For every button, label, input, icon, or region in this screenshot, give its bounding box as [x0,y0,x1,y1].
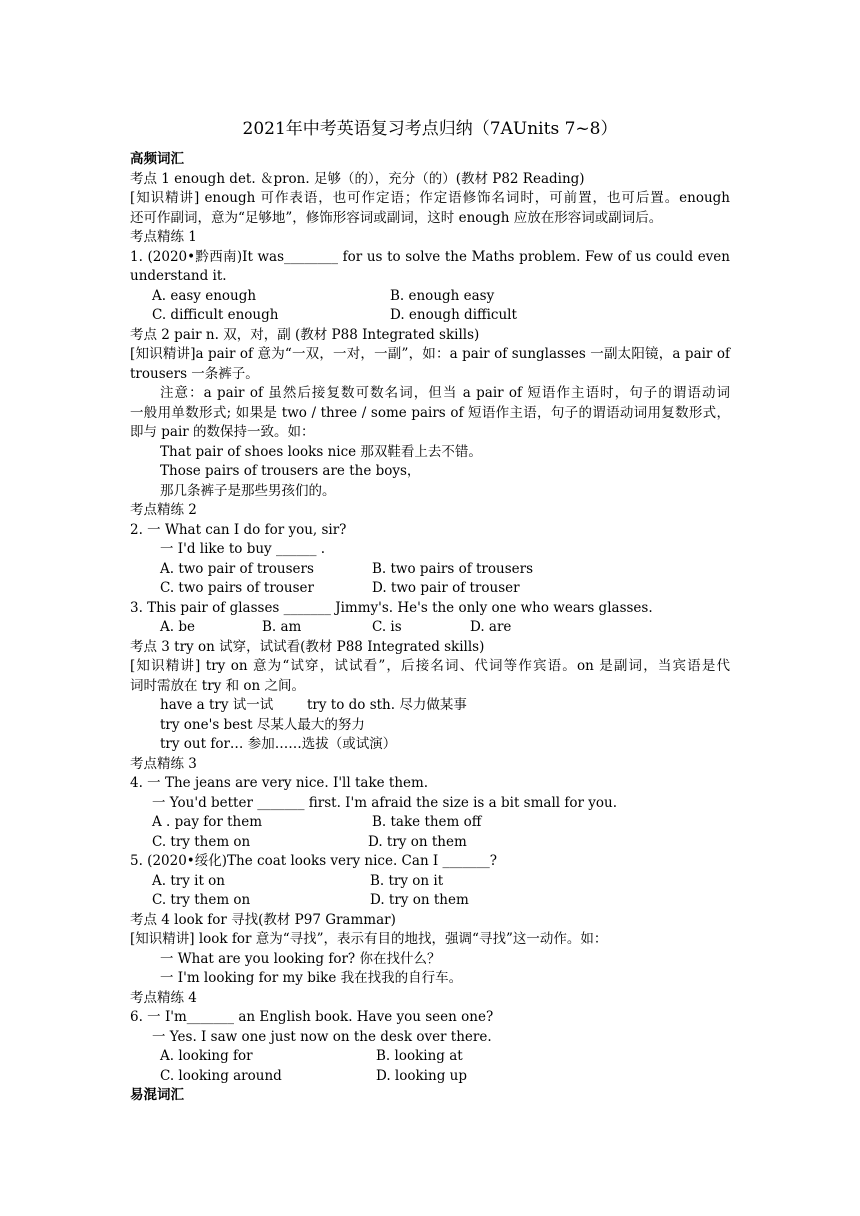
phrase-line: try one's best 尽某人最大的努力 [160,717,365,733]
question-line: 4. 一 The jeans are very nice. I'll take them. [130,775,429,791]
practice-heading: 考点精练 4 [130,990,197,1006]
option: C. looking around [160,1068,282,1084]
point-heading: 考点 1 enough det. ＆pron. 足够（的），充分（的）(教材 P82 Reading) [130,171,585,187]
phrase-line: have a try 试一试 [160,697,274,713]
note-line: 即与 pair 的数保持一致。如： [130,424,315,440]
option: A. be [160,619,195,635]
explanation-line: [知识精讲]a pair of 意为“一双，一对，一副”，如：a pair of sunglasses 一副太阳镜，a pair of [130,346,730,362]
phrase-line: try to do sth. 尽力做某事 [307,697,467,713]
option: C. is [372,619,402,635]
option: C. difficult enough [152,307,279,323]
note-line: 一般用单数形式; 如果是 two / three / some pairs of 短语作主语，句子的谓语动词用复数形式， [130,405,730,421]
example-line: 一 What are you looking for? 你在找什么？ [160,951,441,967]
option: A. looking for [160,1048,253,1064]
option: B. am [262,619,302,635]
explanation-line: [知识精讲] look for 意为“寻找”，表示有目的地找，强调“寻找”这一动作。如： [130,931,608,947]
practice-heading: 考点精练 3 [130,756,197,772]
option: A. try it on [152,873,225,889]
example-line: Those pairs of trousers are the boys， [160,463,421,479]
option: C. try them on [152,834,251,850]
section-heading: 易混词汇 [130,1087,184,1103]
option: B. try on it [370,873,444,889]
option: A . pay for them [152,814,263,830]
question-line: understand it. [130,268,227,284]
explanation-line: 词时需放在 try 和 on 之间。 [130,678,305,694]
option: B. looking at [376,1048,463,1064]
section-heading: 高频词汇 [130,151,184,167]
option: D. try on them [368,834,467,850]
option: D. two pair of trouser [372,580,520,596]
note-line: 注意：a pair of 虽然后接复数可数名词，但当 a pair of 短语作主语时，句子的谓语动词 [160,385,730,401]
example-line: 一 I'm looking for my bike 我在找我的自行车。 [160,970,463,986]
explanation-line: [知识精讲] enough 可作表语，也可作定语；作定语修饰名词时，可前置，也可后置。enough [130,190,730,206]
option: D. enough difficult [390,307,517,323]
option: A. easy enough [152,288,257,304]
point-heading: 考点 3 try on 试穿，试试看(教材 P88 Integrated skills) [130,639,485,655]
point-heading: 考点 2 pair n. 双，对，副 (教材 P88 Integrated skills) [130,327,480,343]
phrase-line: try out for… 参加……选拔（或试演） [160,736,397,752]
question-line: 1. (2020•黔西南)It was________ for us to solve the Maths problem. Few of us could even [130,249,730,265]
question-line: 一 Yes. I saw one just now on the desk over there. [152,1029,492,1045]
question-line: 6. 一 I'm_______ an English book. Have you seen one? [130,1009,494,1025]
explanation-line: 还可作副词，意为“足够地”，修饰形容词或副词，这时 enough 应放在形容词或副词后。 [130,210,663,226]
option: A. two pair of trousers [160,561,314,577]
example-line: 那几条裤子是那些男孩们的。 [160,483,336,499]
question-line: 2. 一 What can I do for you, sir? [130,522,347,538]
question-line: 一 I'd like to buy ______ . [160,541,326,557]
option: B. take them off [372,814,482,830]
question-line: 一 You'd better _______ first. I'm afraid the size is a bit small for you. [152,795,617,811]
option: D. are [470,619,512,635]
option: B. enough easy [390,288,495,304]
explanation-line: [知识精讲] try on 意为“试穿，试试看”，后接名词、代词等作宾语。on 是副词，当宾语是代 [130,658,730,674]
example-line: That pair of shoes looks nice 那双鞋看上去不错。 [160,444,482,460]
practice-heading: 考点精练 2 [130,502,197,518]
point-heading: 考点 4 look for 寻找(教材 P97 Grammar) [130,912,396,928]
option: D. try on them [370,892,469,908]
document-title: 2021年中考英语复习考点归纳（7AUnits 7~8） [242,119,618,139]
question-line: 5. (2020•绥化)The coat looks very nice. Can I _______? [130,853,498,869]
option: D. looking up [376,1068,467,1084]
option: B. two pairs of trousers [372,561,533,577]
explanation-line: trousers 一条裤子。 [130,366,259,382]
option: C. two pairs of trouser [160,580,314,596]
practice-heading: 考点精练 1 [130,229,197,245]
option: C. try them on [152,892,251,908]
question-line: 3. This pair of glasses _______ Jimmy's. He's the only one who wears glasses. [130,600,653,616]
